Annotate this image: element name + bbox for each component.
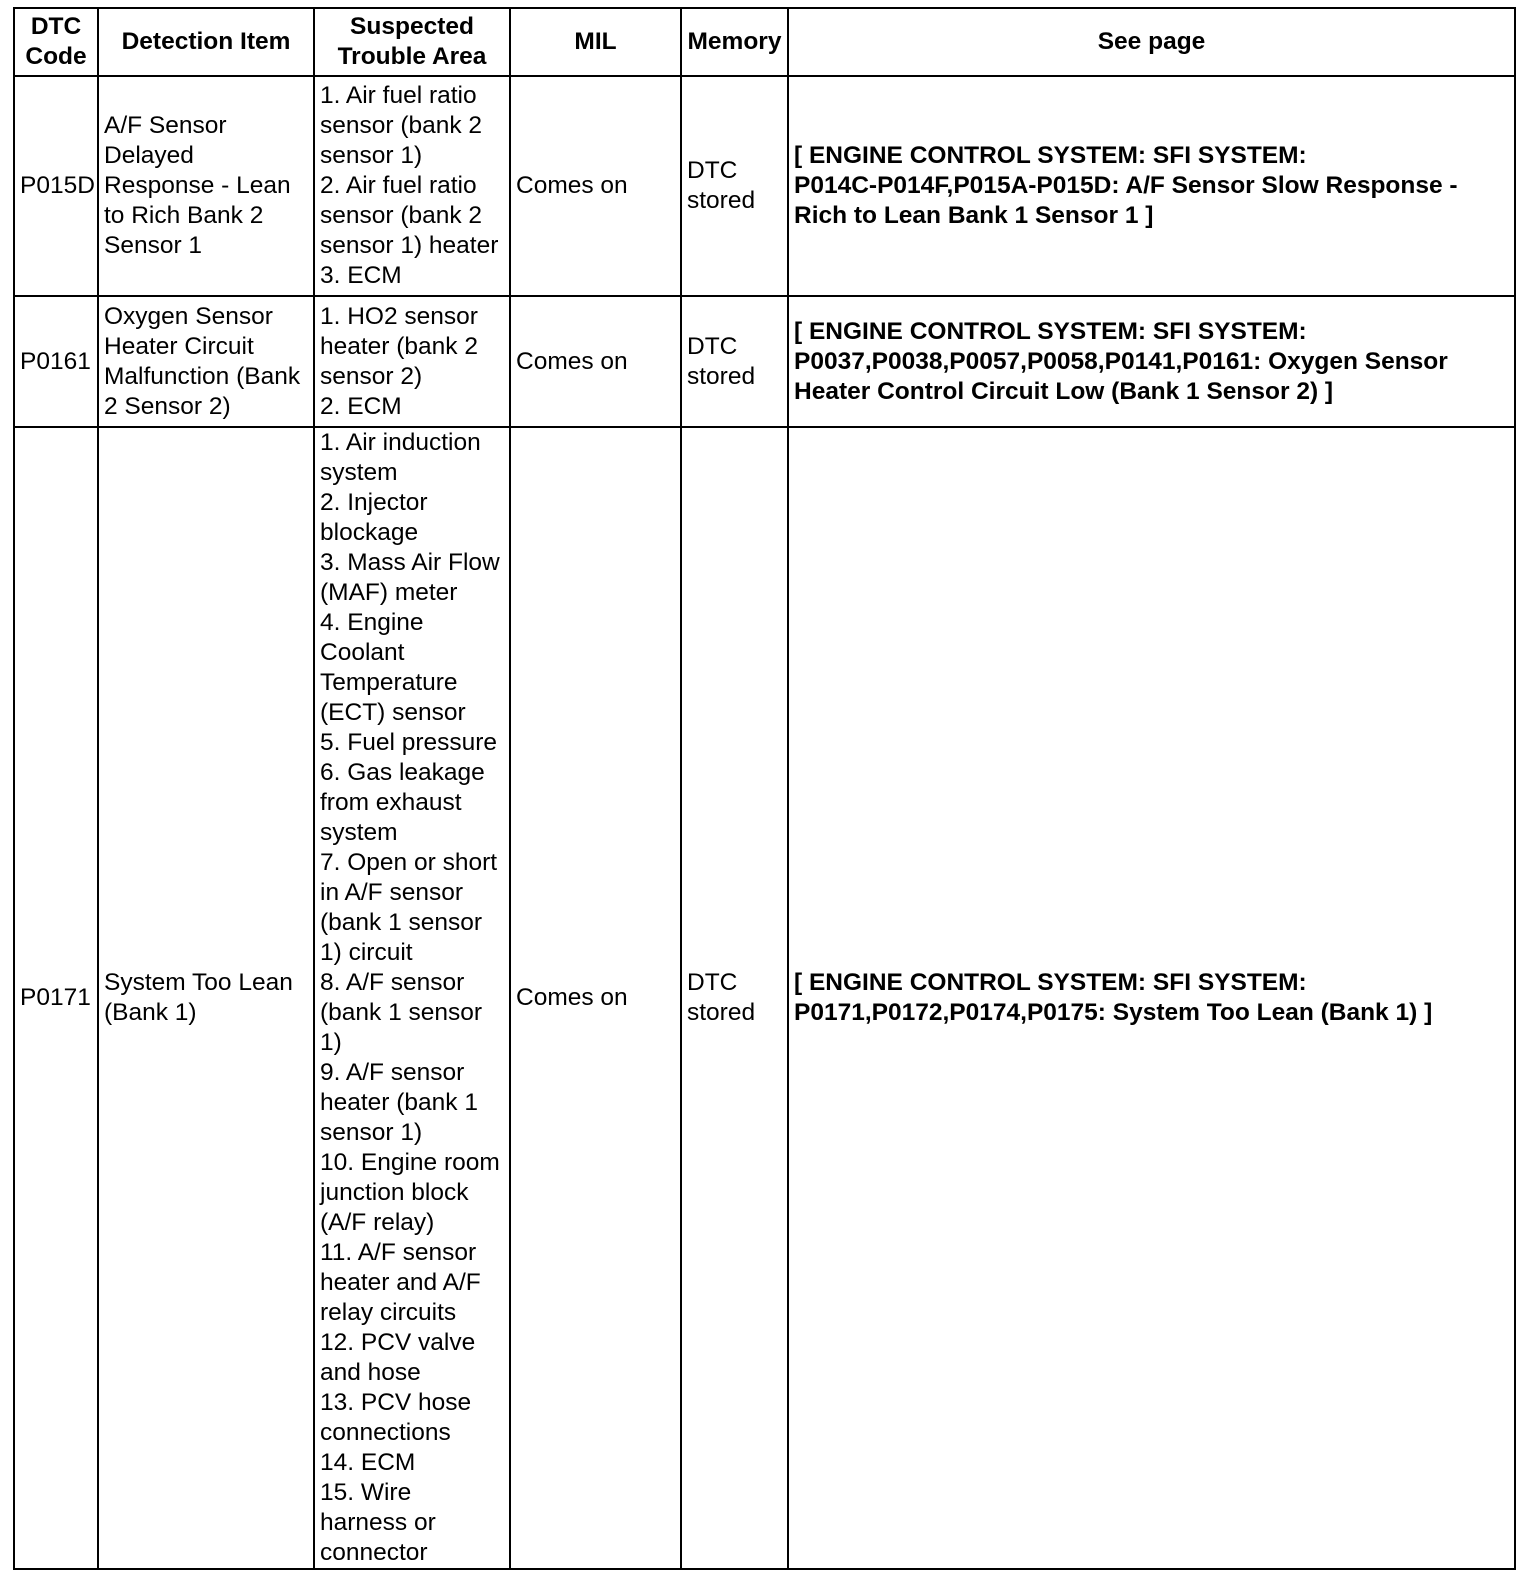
suspected-trouble-area-cell-line: sensor (bank 2 <box>320 112 483 139</box>
header-memory-line: Memory <box>687 28 782 55</box>
suspected-trouble-area-cell-line: harness or <box>320 1509 436 1536</box>
suspected-trouble-area-cell-line: connector <box>320 1539 428 1566</box>
memory-cell <box>681 76 788 296</box>
memory-cell-line: DTC <box>687 969 738 996</box>
suspected-trouble-area-cell-line: from exhaust <box>320 789 462 816</box>
header-see-page <box>788 8 1515 76</box>
memory-cell-line: stored <box>687 999 756 1026</box>
memory-cell <box>681 296 788 427</box>
suspected-trouble-area-cell-line: system <box>320 819 398 846</box>
suspected-trouble-area-cell-line: 9. A/F sensor <box>320 1059 465 1086</box>
detection-item-cell <box>98 76 314 296</box>
suspected-trouble-area-cell-line: sensor 2) <box>320 362 423 390</box>
suspected-trouble-area-cell-line: 10. Engine room <box>320 1149 500 1176</box>
dtc-table <box>13 7 1516 1570</box>
suspected-trouble-area-cell-line: (bank 1 sensor <box>320 909 483 936</box>
header-detection-item-line: Detection Item <box>121 28 291 55</box>
detection-item-cell <box>98 427 314 1569</box>
suspected-trouble-area-cell-line: relay circuits <box>320 1299 457 1326</box>
header-see-page-line: See page <box>1097 28 1206 55</box>
header-suspected-line: Trouble Area <box>337 43 487 70</box>
suspected-trouble-area-cell-line: 13. PCV hose <box>320 1389 472 1416</box>
suspected-trouble-area-cell-line: 4. Engine <box>320 609 424 636</box>
suspected-trouble-area-cell-line: 1) circuit <box>320 939 413 966</box>
see-page-cell-line: [ ENGINE CONTROL SYSTEM: SFI SYSTEM: <box>794 969 1307 996</box>
detection-item-cell-line: A/F Sensor <box>104 112 227 139</box>
detection-item-cell <box>98 296 314 427</box>
see-page-cell-line: [ ENGINE CONTROL SYSTEM: SFI SYSTEM: <box>794 142 1307 169</box>
suspected-trouble-area-cell-line: sensor (bank 2 <box>320 202 483 229</box>
detection-item-cell-line: Oxygen Sensor <box>104 302 273 330</box>
header-dtc-code-line: DTC <box>30 13 82 40</box>
see-page-cell-line: Heater Control Circuit Low (Bank 1 Sensor 2) ] <box>794 377 1334 405</box>
see-page-cell <box>788 427 1515 1569</box>
suspected-trouble-area-cell-line: (MAF) meter <box>320 579 458 606</box>
memory-cell-line: DTC <box>687 157 738 184</box>
suspected-trouble-area-cell-line: 6. Gas leakage <box>320 759 485 786</box>
header-suspected-line: Suspected <box>350 13 474 40</box>
suspected-trouble-area-cell-line: Temperature <box>320 669 458 696</box>
suspected-trouble-area-cell-line: 2. Air fuel ratio <box>320 172 477 199</box>
suspected-trouble-area-cell-line: junction block <box>320 1179 469 1206</box>
detection-item-cell-line: Response - Lean <box>104 172 291 199</box>
suspected-trouble-area-cell-line: sensor 1) heater <box>320 232 499 259</box>
suspected-trouble-area-cell-line: 1. HO2 sensor <box>320 302 478 330</box>
see-page-cell-line: [ ENGINE CONTROL SYSTEM: SFI SYSTEM: <box>794 317 1307 345</box>
table-header-row <box>14 8 1515 76</box>
suspected-trouble-area-cell-line: 3. ECM <box>320 262 402 289</box>
header-mil <box>510 8 681 76</box>
memory-cell-line: stored <box>687 187 756 214</box>
detection-item-cell-line: (Bank 1) <box>104 999 197 1026</box>
detection-item-cell-line: Heater Circuit <box>104 332 254 360</box>
mil-cell: Comes on <box>510 296 681 427</box>
suspected-trouble-area-cell-line: sensor 1) <box>320 1119 423 1146</box>
suspected-trouble-area-cell-line: heater (bank 2 <box>320 332 478 360</box>
detection-item-cell-line: System Too Lean <box>104 969 293 996</box>
suspected-trouble-area-cell-line: 14. ECM <box>320 1449 416 1476</box>
suspected-trouble-area-cell-line: 2. Injector <box>320 489 428 516</box>
suspected-trouble-area-cell-line: 1) <box>320 1029 342 1056</box>
detection-item-cell-line: Malfunction (Bank <box>104 362 301 390</box>
detection-item-cell-line: Sensor 1 <box>104 232 203 259</box>
suspected-trouble-area-cell-line: heater (bank 1 <box>320 1089 478 1116</box>
see-page-cell-line: P014C-P014F,P015A-P015D: A/F Sensor Slow Response - <box>794 172 1458 199</box>
see-page-cell <box>788 296 1515 427</box>
suspected-trouble-area-cell-line: and hose <box>320 1359 421 1386</box>
suspected-trouble-area-cell-line: (bank 1 sensor <box>320 999 483 1026</box>
suspected-trouble-area-cell-line: 7. Open or short <box>320 849 498 876</box>
see-page-cell-line: Rich to Lean Bank 1 Sensor 1 ] <box>794 202 1154 229</box>
suspected-trouble-area-cell-line: 11. A/F sensor <box>320 1239 477 1266</box>
table-body <box>14 76 1515 1569</box>
dtc-code-cell: P015D <box>14 76 98 296</box>
suspected-trouble-area-cell-line: 2. ECM <box>320 392 402 420</box>
detection-item-cell-line: 2 Sensor 2) <box>104 392 231 420</box>
header-suspected-trouble-area <box>314 8 510 76</box>
see-page-cell-line: P0037,P0038,P0057,P0058,P0141,P0161: Oxygen Sensor <box>794 347 1448 375</box>
suspected-trouble-area-cell-line: system <box>320 459 398 486</box>
see-page-cell-line: P0171,P0172,P0174,P0175: System Too Lean (Bank 1) ] <box>794 999 1433 1026</box>
memory-cell-line: stored <box>687 362 756 390</box>
memory-cell-line: DTC <box>687 332 738 360</box>
suspected-trouble-area-cell <box>314 427 510 1569</box>
table-row <box>14 296 1515 427</box>
suspected-trouble-area-cell-line: blockage <box>320 519 419 546</box>
see-page-cell <box>788 76 1515 296</box>
suspected-trouble-area-cell-line: in A/F sensor <box>320 879 463 906</box>
detection-item-cell-line: to Rich Bank 2 <box>104 202 264 229</box>
suspected-trouble-area-cell-line: (A/F relay) <box>320 1209 435 1236</box>
suspected-trouble-area-cell-line: 8. A/F sensor <box>320 969 465 996</box>
suspected-trouble-area-cell-line: (ECT) sensor <box>320 699 466 726</box>
detection-item-cell-line: Delayed <box>104 142 194 169</box>
suspected-trouble-area-cell-line: heater and A/F <box>320 1269 481 1296</box>
suspected-trouble-area-cell <box>314 76 510 296</box>
mil-cell: Comes on <box>510 427 681 1569</box>
suspected-trouble-area-cell-line: Coolant <box>320 639 405 666</box>
header-dtc-code <box>14 8 98 76</box>
table-row <box>14 427 1515 1569</box>
mil-cell: Comes on <box>510 76 681 296</box>
suspected-trouble-area-cell-line: connections <box>320 1419 451 1446</box>
suspected-trouble-area-cell <box>314 296 510 427</box>
dtc-code-cell: P0161 <box>14 296 98 427</box>
suspected-trouble-area-cell-line: 5. Fuel pressure <box>320 729 498 756</box>
table-row <box>14 76 1515 296</box>
header-mil-line: MIL <box>574 28 617 55</box>
suspected-trouble-area-cell-line: 3. Mass Air Flow <box>320 549 500 576</box>
header-detection-item <box>98 8 314 76</box>
header-dtc-code-line: Code <box>25 43 87 70</box>
suspected-trouble-area-cell-line: 15. Wire <box>320 1479 412 1506</box>
suspected-trouble-area-cell-line: 1. Air induction <box>320 429 481 456</box>
suspected-trouble-area-cell-line: 1. Air fuel ratio <box>320 82 477 109</box>
suspected-trouble-area-cell-line: 12. PCV valve <box>320 1329 476 1356</box>
header-memory <box>681 8 788 76</box>
dtc-code-cell: P0171 <box>14 427 98 1569</box>
suspected-trouble-area-cell-line: sensor 1) <box>320 142 423 169</box>
memory-cell <box>681 427 788 1569</box>
